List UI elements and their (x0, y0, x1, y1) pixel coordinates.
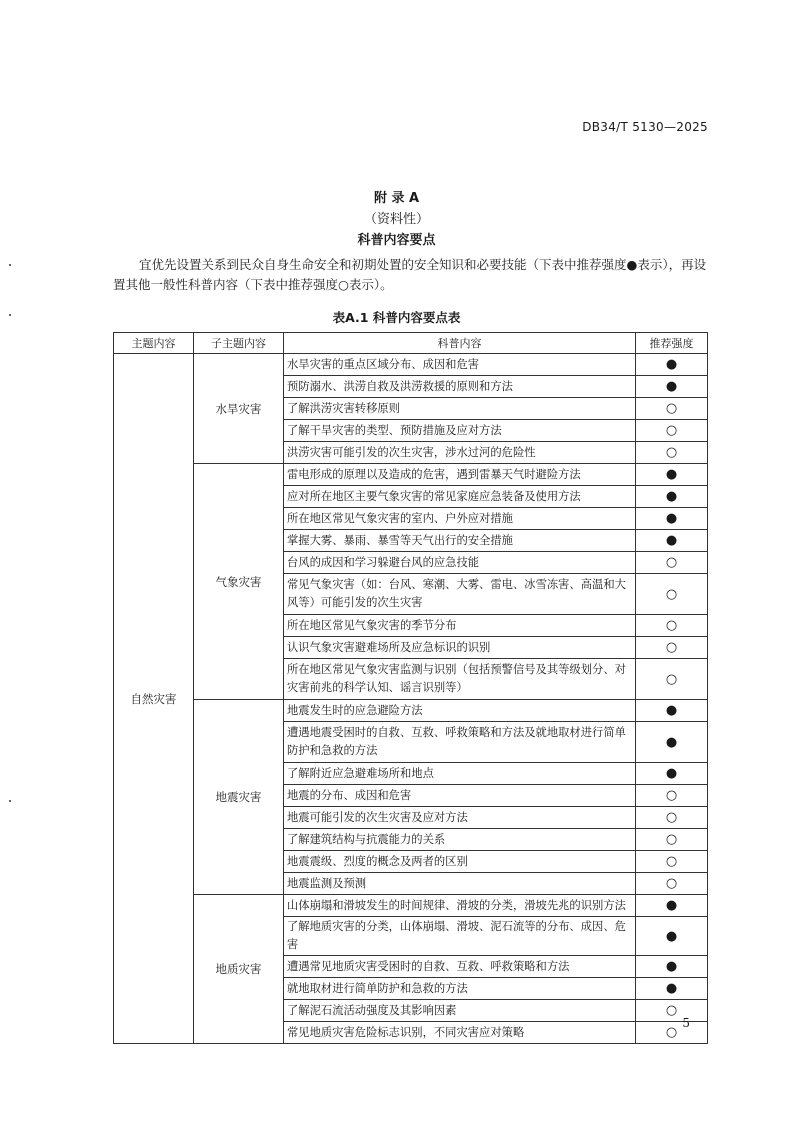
scan-speck (9, 314, 11, 316)
content-cell: 遭遇地震受困时的自救、互救、呼救策略和方法及就地取材进行简单防护和急救的方法 (284, 722, 636, 763)
subtheme-cell: 气象灾害 (194, 464, 284, 700)
level-cell: ● (636, 978, 708, 1000)
intro-paragraph: 宜优先设置关系到民众自身生命安全和初期处置的安全知识和必要技能（下表中推荐强度●表示），再设置其他一般性科普内容（下表中推荐强度○表示）。 (113, 257, 707, 292)
subtheme-cell: 水旱灾害 (194, 354, 284, 464)
level-cell: ○ (636, 615, 708, 637)
level-cell: ● (636, 354, 708, 376)
content-cell: 了解泥石流活动强度及其影响因素 (284, 1000, 636, 1022)
scan-speck (9, 264, 11, 266)
content-cell: 水旱灾害的重点区域分布、成因和危害 (284, 354, 636, 376)
level-cell: ○ (636, 785, 708, 807)
level-cell: ● (636, 763, 708, 785)
level-cell: ○ (636, 807, 708, 829)
table-header-row (114, 333, 708, 354)
header-level: 推荐强度 (636, 333, 708, 354)
header-subtheme: 子主题内容 (194, 333, 284, 354)
level-cell: ○ (636, 398, 708, 420)
document-code: DB34/T 5130—2025 (582, 120, 708, 134)
subtheme-cell: 地震灾害 (194, 700, 284, 895)
table-row (114, 354, 708, 376)
appendix-heading: 科普内容要点 (357, 233, 436, 248)
table-body (114, 354, 708, 1044)
content-cell: 地震监测及预测 (284, 873, 636, 895)
level-cell: ● (636, 917, 708, 956)
level-cell: ○ (636, 552, 708, 574)
level-cell: ○ (636, 637, 708, 659)
scan-speck (9, 800, 11, 802)
content-cell: 了解洪涝灾害转移原则 (284, 398, 636, 420)
level-cell: ● (636, 376, 708, 398)
content-cell: 了解建筑结构与抗震能力的关系 (284, 829, 636, 851)
level-cell: ● (636, 508, 708, 530)
header-content: 科普内容 (284, 333, 636, 354)
level-cell: ○ (636, 829, 708, 851)
table-row (114, 700, 708, 722)
table-row (114, 464, 708, 486)
level-cell: ○ (636, 851, 708, 873)
content-cell: 雷电形成的原理以及造成的危害，遇到雷暴天气时避险方法 (284, 464, 636, 486)
level-cell: ● (636, 895, 708, 917)
content-cell: 应对所在地区主要气象灾害的常见家庭应急装备及使用方法 (284, 486, 636, 508)
content-cell: 所在地区常见气象灾害的室内、户外应对措施 (284, 508, 636, 530)
content-cell: 了解干旱灾害的类型、预防措施及应对方法 (284, 420, 636, 442)
level-cell: ● (636, 486, 708, 508)
content-cell: 台风的成因和学习躲避台风的应急技能 (284, 552, 636, 574)
content-cell: 掌握大雾、暴雨、暴雪等天气出行的安全措施 (284, 530, 636, 552)
content-cell: 遭遇常见地质灾害受困时的自救、互救、呼救策略和方法 (284, 956, 636, 978)
content-cell: 山体崩塌和滑坡发生的时间规律、滑坡的分类，滑坡先兆的识别方法 (284, 895, 636, 917)
page-number: 5 (682, 1016, 690, 1030)
level-cell: ○ (636, 1000, 708, 1022)
level-cell: ● (636, 722, 708, 763)
content-table (113, 332, 708, 1044)
content-cell: 了解地质灾害的分类，山体崩塌、滑坡、泥石流等的分布、成因、危害 (284, 917, 636, 956)
level-cell: ○ (636, 659, 708, 700)
content-cell: 地震震级、烈度的概念及两者的区别 (284, 851, 636, 873)
level-cell: ○ (636, 442, 708, 464)
content-cell: 常见地质灾害危险标志识别，不同灾害应对策略 (284, 1022, 636, 1044)
content-cell: 所在地区常见气象灾害的季节分布 (284, 615, 636, 637)
content-cell: 认识气象灾害避难场所及应急标识的识别 (284, 637, 636, 659)
content-cell: 常见气象灾害（如：台风、寒潮、大雾、雷电、冰雪冻害、高温和大风等）可能引发的次生灾害 (284, 574, 636, 615)
level-cell: ● (636, 956, 708, 978)
level-cell: ● (636, 464, 708, 486)
header-theme: 主题内容 (114, 333, 194, 354)
level-cell: ● (636, 700, 708, 722)
appendix-nature: （资料性） (363, 212, 429, 227)
content-cell: 了解附近应急避难场所和地点 (284, 763, 636, 785)
level-cell: ○ (636, 574, 708, 615)
theme-cell: 自然灾害 (114, 354, 194, 1044)
level-cell: ○ (636, 420, 708, 442)
content-cell: 洪涝灾害可能引发的次生灾害，涉水过河的危险性 (284, 442, 636, 464)
level-cell: ○ (636, 1022, 708, 1044)
content-cell: 地震发生时的应急避险方法 (284, 700, 636, 722)
content-cell: 地震可能引发的次生灾害及应对方法 (284, 807, 636, 829)
level-cell: ○ (636, 873, 708, 895)
content-cell: 所在地区常见气象灾害监测与识别（包括预警信号及其等级划分、对灾害前兆的科学认知、谣言识别等） (284, 659, 636, 700)
content-cell: 就地取材进行简单防护和急救的方法 (284, 978, 636, 1000)
table-row (114, 895, 708, 917)
content-cell: 地震的分布、成因和危害 (284, 785, 636, 807)
level-cell: ● (636, 530, 708, 552)
table-caption: 表A.1 科普内容要点表 (332, 310, 461, 325)
content-cell: 预防溺水、洪涝自救及洪涝救援的原则和方法 (284, 376, 636, 398)
subtheme-cell: 地质灾害 (194, 895, 284, 1044)
appendix-title: 附 录 A (373, 191, 420, 206)
